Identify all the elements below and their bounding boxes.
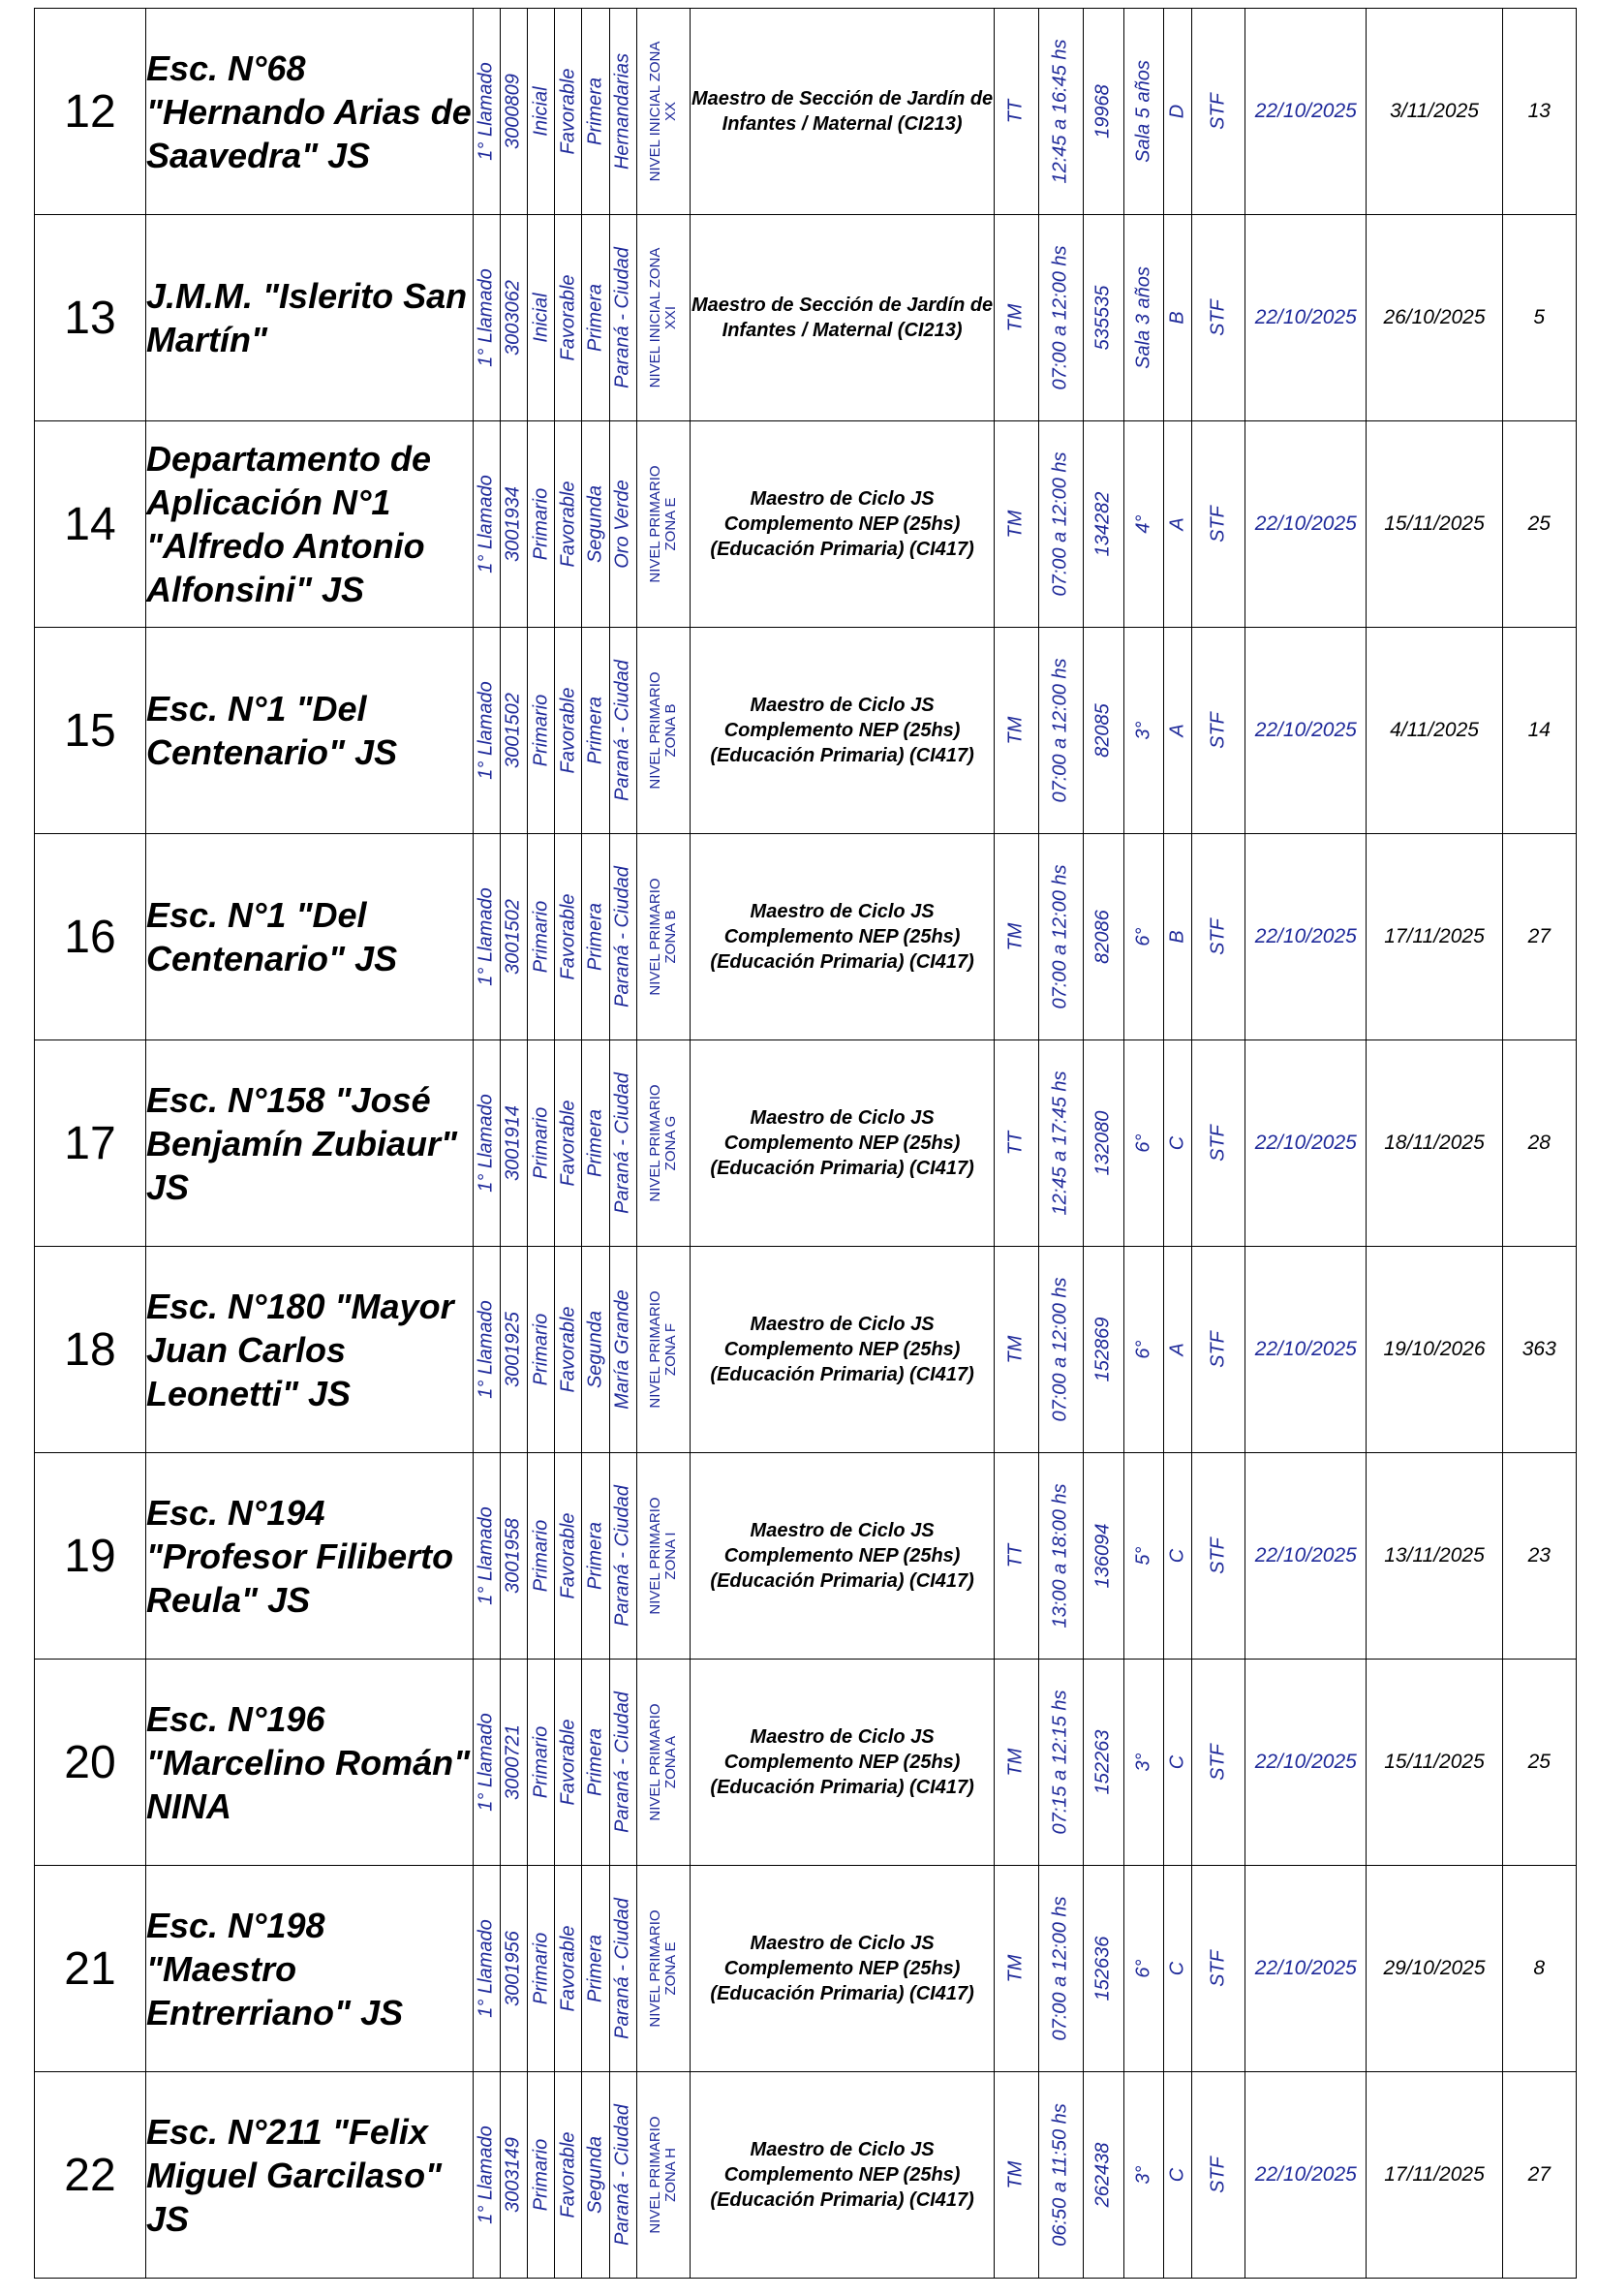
school-name: Esc. N°158 "José Benjamín Zubiaur" JS: [145, 1040, 473, 1247]
position-title: Maestro de Sección de Jardín de Infantes / Maternal (CI213): [691, 9, 995, 215]
school-name: Departamento de Aplicación N°1 "Alfredo Antonio Alfonsini" JS: [145, 421, 473, 628]
zone: NIVEL PRIMARIO ZONA E: [647, 1909, 680, 2028]
school-name: Esc. N°180 "Mayor Juan Carlos Leonetti" JS: [145, 1247, 473, 1453]
start-date: 22/10/2025: [1245, 215, 1367, 421]
day-count: 27: [1502, 2072, 1576, 2279]
type: STF: [1207, 1125, 1229, 1162]
school-name: Esc. N°1 "Del Centenario" JS: [145, 834, 473, 1040]
status: Favorable: [557, 893, 579, 980]
status: Favorable: [557, 1925, 579, 2012]
day-count: 14: [1502, 628, 1576, 834]
zone: NIVEL PRIMARIO ZONA B: [647, 878, 680, 996]
type: STF: [1207, 93, 1229, 130]
end-date: 15/11/2025: [1367, 421, 1502, 628]
school-name: Esc. N°68 "Hernando Arias de Saavedra" JS: [145, 9, 473, 215]
shift: TM: [1004, 1748, 1027, 1777]
locality: Paraná - Ciudad: [611, 1691, 633, 1833]
division: C: [1166, 1548, 1188, 1564]
call-label: 1° Llamado: [475, 1713, 497, 1812]
table-row: [35, 628, 1577, 834]
division: C: [1166, 1135, 1188, 1151]
grade: Sala 5 años: [1132, 60, 1154, 163]
locality: Paraná - Ciudad: [611, 247, 633, 388]
level: Inicial: [530, 293, 552, 343]
locality: Paraná - Ciudad: [611, 2104, 633, 2246]
locality: Paraná - Ciudad: [611, 1485, 633, 1627]
end-date: 17/11/2025: [1367, 834, 1502, 1040]
type: STF: [1207, 1744, 1229, 1781]
category: Primera: [584, 902, 606, 972]
table-row: [35, 1453, 1577, 1660]
end-date: 18/11/2025: [1367, 1040, 1502, 1247]
shift: TM: [1004, 1335, 1027, 1364]
division: A: [1166, 517, 1188, 531]
row-number: 21: [35, 1866, 146, 2072]
start-date: 22/10/2025: [1245, 1453, 1367, 1660]
grade: Sala 3 años: [1132, 266, 1154, 369]
level: Primario: [530, 1519, 552, 1593]
end-date: 29/10/2025: [1367, 1866, 1502, 2072]
category: Segunda: [584, 1310, 606, 1389]
shift: TT: [1004, 99, 1027, 124]
category: Segunda: [584, 2135, 606, 2215]
vacancy-listing-sheet: [34, 8, 1577, 2286]
row-number: 13: [35, 215, 146, 421]
status: Favorable: [557, 1512, 579, 1599]
category: Primera: [584, 1521, 606, 1591]
end-date: 15/11/2025: [1367, 1660, 1502, 1866]
grade: 4°: [1132, 514, 1154, 534]
position-code: 152263: [1091, 1729, 1114, 1795]
level: Primario: [530, 1313, 552, 1386]
category: Primera: [584, 1934, 606, 2003]
zone: NIVEL PRIMARIO ZONA G: [647, 1084, 680, 1202]
table-row: [35, 9, 1577, 215]
level: Primario: [530, 694, 552, 767]
cue-code: 3003149: [502, 2137, 524, 2213]
division: C: [1166, 1754, 1188, 1770]
grade: 6°: [1132, 927, 1154, 946]
status: Favorable: [557, 68, 579, 155]
cue-code: 3003062: [502, 280, 524, 356]
table-row: [35, 834, 1577, 1040]
school-name: Esc. N°1 "Del Centenario" JS: [145, 628, 473, 834]
call-label: 1° Llamado: [475, 2125, 497, 2224]
cue-code: 3001502: [502, 899, 524, 975]
locality: Paraná - Ciudad: [611, 866, 633, 1008]
table-row: [35, 1660, 1577, 1866]
position-title: Maestro de Ciclo JS Complemento NEP (25hs) (Educación Primaria) (CI417): [691, 1040, 995, 1247]
category: Primera: [584, 696, 606, 765]
school-name: Esc. N°198 "Maestro Entrerriano" JS: [145, 1866, 473, 2072]
position-code: 132080: [1091, 1110, 1114, 1176]
level: Primario: [530, 1932, 552, 2005]
call-label: 1° Llamado: [475, 62, 497, 161]
cue-code: 3000809: [502, 74, 524, 149]
locality: María Grande: [611, 1289, 633, 1410]
grade: 6°: [1132, 1133, 1154, 1153]
type: STF: [1207, 712, 1229, 749]
school-name: Esc. N°211 "Felix Miguel Garcilaso" JS: [145, 2072, 473, 2279]
call-label: 1° Llamado: [475, 1300, 497, 1399]
level: Primario: [530, 1106, 552, 1180]
call-label: 1° Llamado: [475, 1919, 497, 2018]
call-label: 1° Llamado: [475, 887, 497, 986]
position-title: Maestro de Ciclo JS Complemento NEP (25hs) (Educación Primaria) (CI417): [691, 1247, 995, 1453]
day-count: 25: [1502, 1660, 1576, 1866]
category: Primera: [584, 77, 606, 146]
type: STF: [1207, 1537, 1229, 1574]
position-code: 136094: [1091, 1523, 1114, 1589]
day-count: 5: [1502, 215, 1576, 421]
row-number: 12: [35, 9, 146, 215]
table-row: [35, 2072, 1577, 2279]
shift: TM: [1004, 303, 1027, 332]
status: Favorable: [557, 1100, 579, 1187]
end-date: 4/11/2025: [1367, 628, 1502, 834]
schedule: 07:00 a 12:00 hs: [1049, 245, 1071, 390]
type: STF: [1207, 506, 1229, 543]
status: Favorable: [557, 687, 579, 774]
school-name: Esc. N°194 "Profesor Filiberto Reula" JS: [145, 1453, 473, 1660]
row-number: 19: [35, 1453, 146, 1660]
start-date: 22/10/2025: [1245, 2072, 1367, 2279]
row-number: 15: [35, 628, 146, 834]
shift: TT: [1004, 1543, 1027, 1568]
type: STF: [1207, 918, 1229, 955]
end-date: 17/11/2025: [1367, 2072, 1502, 2279]
table-row: [35, 1247, 1577, 1453]
call-label: 1° Llamado: [475, 475, 497, 574]
end-date: 26/10/2025: [1367, 215, 1502, 421]
call-label: 1° Llamado: [475, 681, 497, 780]
day-count: 28: [1502, 1040, 1576, 1247]
level: Primario: [530, 487, 552, 561]
status: Favorable: [557, 274, 579, 361]
zone: NIVEL PRIMARIO ZONA H: [647, 2116, 680, 2234]
position-title: Maestro de Ciclo JS Complemento NEP (25hs) (Educación Primaria) (CI417): [691, 628, 995, 834]
row-number: 17: [35, 1040, 146, 1247]
cue-code: 3001956: [502, 1931, 524, 2006]
school-name: Esc. N°196 "Marcelino Román" NINA: [145, 1660, 473, 1866]
cue-code: 3001914: [502, 1105, 524, 1181]
position-code: 19968: [1091, 84, 1114, 139]
call-label: 1° Llamado: [475, 1506, 497, 1605]
position-code: 152636: [1091, 1936, 1114, 2001]
grade: 6°: [1132, 1959, 1154, 1978]
start-date: 22/10/2025: [1245, 1247, 1367, 1453]
cue-code: 3001925: [502, 1312, 524, 1387]
zone: NIVEL PRIMARIO ZONA E: [647, 465, 680, 583]
schedule: 12:45 a 16:45 hs: [1049, 39, 1071, 184]
table-row: [35, 1040, 1577, 1247]
locality: Paraná - Ciudad: [611, 660, 633, 801]
schedule: 06:50 a 11:50 hs: [1049, 2103, 1071, 2247]
table-row: [35, 1866, 1577, 2072]
locality: Hernandarias: [611, 52, 633, 171]
end-date: 19/10/2026: [1367, 1247, 1502, 1453]
type: STF: [1207, 1331, 1229, 1368]
cue-code: 3000721: [502, 1724, 524, 1800]
zone: NIVEL PRIMARIO ZONA B: [647, 671, 680, 790]
zone: NIVEL PRIMARIO ZONA I: [647, 1497, 680, 1615]
vacancy-table: [34, 8, 1577, 2279]
division: C: [1166, 1961, 1188, 1976]
start-date: 22/10/2025: [1245, 1660, 1367, 1866]
zone: NIVEL PRIMARIO ZONA F: [647, 1290, 680, 1409]
position-title: Maestro de Ciclo JS Complemento NEP (25hs) (Educación Primaria) (CI417): [691, 1866, 995, 2072]
grade: 6°: [1132, 1340, 1154, 1359]
position-title: Maestro de Ciclo JS Complemento NEP (25hs) (Educación Primaria) (CI417): [691, 1453, 995, 1660]
shift: TM: [1004, 2160, 1027, 2189]
position-title: Maestro de Ciclo JS Complemento NEP (25hs) (Educación Primaria) (CI417): [691, 1660, 995, 1866]
zone: NIVEL INICIAL ZONA XXI: [647, 247, 680, 388]
position-title: Maestro de Sección de Jardín de Infantes / Maternal (CI213): [691, 215, 995, 421]
position-code: 82086: [1091, 910, 1114, 964]
category: Primera: [584, 283, 606, 353]
schedule: 07:00 a 12:00 hs: [1049, 864, 1071, 1009]
grade: 5°: [1132, 1546, 1154, 1566]
grade: 3°: [1132, 1753, 1154, 1772]
level: Inicial: [530, 86, 552, 137]
start-date: 22/10/2025: [1245, 9, 1367, 215]
shift: TM: [1004, 1954, 1027, 1983]
grade: 3°: [1132, 721, 1154, 740]
schedule: 07:15 a 12:15 hs: [1049, 1690, 1071, 1835]
category: Primera: [584, 1727, 606, 1797]
call-label: 1° Llamado: [475, 268, 497, 367]
start-date: 22/10/2025: [1245, 628, 1367, 834]
shift: TM: [1004, 716, 1027, 745]
row-number: 22: [35, 2072, 146, 2279]
division: D: [1166, 104, 1188, 119]
shift: TM: [1004, 922, 1027, 951]
locality: Paraná - Ciudad: [611, 1898, 633, 2039]
position-code: 152869: [1091, 1317, 1114, 1382]
division: B: [1166, 311, 1188, 325]
day-count: 27: [1502, 834, 1576, 1040]
cue-code: 3001502: [502, 693, 524, 768]
call-label: 1° Llamado: [475, 1094, 497, 1193]
schedule: 07:00 a 12:00 hs: [1049, 1277, 1071, 1422]
type: STF: [1207, 1950, 1229, 1987]
position-title: Maestro de Ciclo JS Complemento NEP (25hs) (Educación Primaria) (CI417): [691, 834, 995, 1040]
day-count: 363: [1502, 1247, 1576, 1453]
position-code: 134282: [1091, 491, 1114, 557]
level: Primario: [530, 900, 552, 974]
shift: TT: [1004, 1131, 1027, 1156]
cue-code: 3001958: [502, 1518, 524, 1594]
row-number: 14: [35, 421, 146, 628]
schedule: 07:00 a 12:00 hs: [1049, 451, 1071, 597]
division: C: [1166, 2167, 1188, 2183]
start-date: 22/10/2025: [1245, 1040, 1367, 1247]
start-date: 22/10/2025: [1245, 1866, 1367, 2072]
table-row: [35, 421, 1577, 628]
position-title: Maestro de Ciclo JS Complemento NEP (25hs) (Educación Primaria) (CI417): [691, 421, 995, 628]
type: STF: [1207, 2156, 1229, 2193]
schedule: 13:00 a 18:00 hs: [1049, 1483, 1071, 1629]
type: STF: [1207, 299, 1229, 336]
end-date: 3/11/2025: [1367, 9, 1502, 215]
position-code: 535535: [1091, 285, 1114, 351]
schedule: 12:45 a 17:45 hs: [1049, 1070, 1071, 1216]
level: Primario: [530, 2138, 552, 2212]
schedule: 07:00 a 12:00 hs: [1049, 1896, 1071, 2041]
cue-code: 3001934: [502, 486, 524, 562]
zone: NIVEL PRIMARIO ZONA A: [647, 1703, 680, 1821]
grade: 3°: [1132, 2165, 1154, 2185]
end-date: 13/11/2025: [1367, 1453, 1502, 1660]
day-count: 13: [1502, 9, 1576, 215]
level: Primario: [530, 1725, 552, 1799]
schedule: 07:00 a 12:00 hs: [1049, 658, 1071, 803]
row-number: 20: [35, 1660, 146, 1866]
status: Favorable: [557, 481, 579, 568]
day-count: 23: [1502, 1453, 1576, 1660]
division: B: [1166, 930, 1188, 944]
locality: Oro Verde: [611, 480, 633, 569]
category: Primera: [584, 1108, 606, 1178]
position-code: 262438: [1091, 2142, 1114, 2208]
status: Favorable: [557, 2131, 579, 2218]
position-code: 82085: [1091, 703, 1114, 758]
row-number: 18: [35, 1247, 146, 1453]
school-name: J.M.M. "Islerito San Martín": [145, 215, 473, 421]
status: Favorable: [557, 1306, 579, 1393]
start-date: 22/10/2025: [1245, 421, 1367, 628]
day-count: 25: [1502, 421, 1576, 628]
zone: NIVEL INICIAL ZONA XX: [647, 41, 680, 182]
position-title: Maestro de Ciclo JS Complemento NEP (25hs) (Educación Primaria) (CI417): [691, 2072, 995, 2279]
division: A: [1166, 724, 1188, 737]
shift: TM: [1004, 510, 1027, 539]
table-row: [35, 215, 1577, 421]
day-count: 8: [1502, 1866, 1576, 2072]
row-number: 16: [35, 834, 146, 1040]
category: Segunda: [584, 484, 606, 564]
division: A: [1166, 1343, 1188, 1356]
start-date: 22/10/2025: [1245, 834, 1367, 1040]
locality: Paraná - Ciudad: [611, 1072, 633, 1214]
status: Favorable: [557, 1719, 579, 1806]
